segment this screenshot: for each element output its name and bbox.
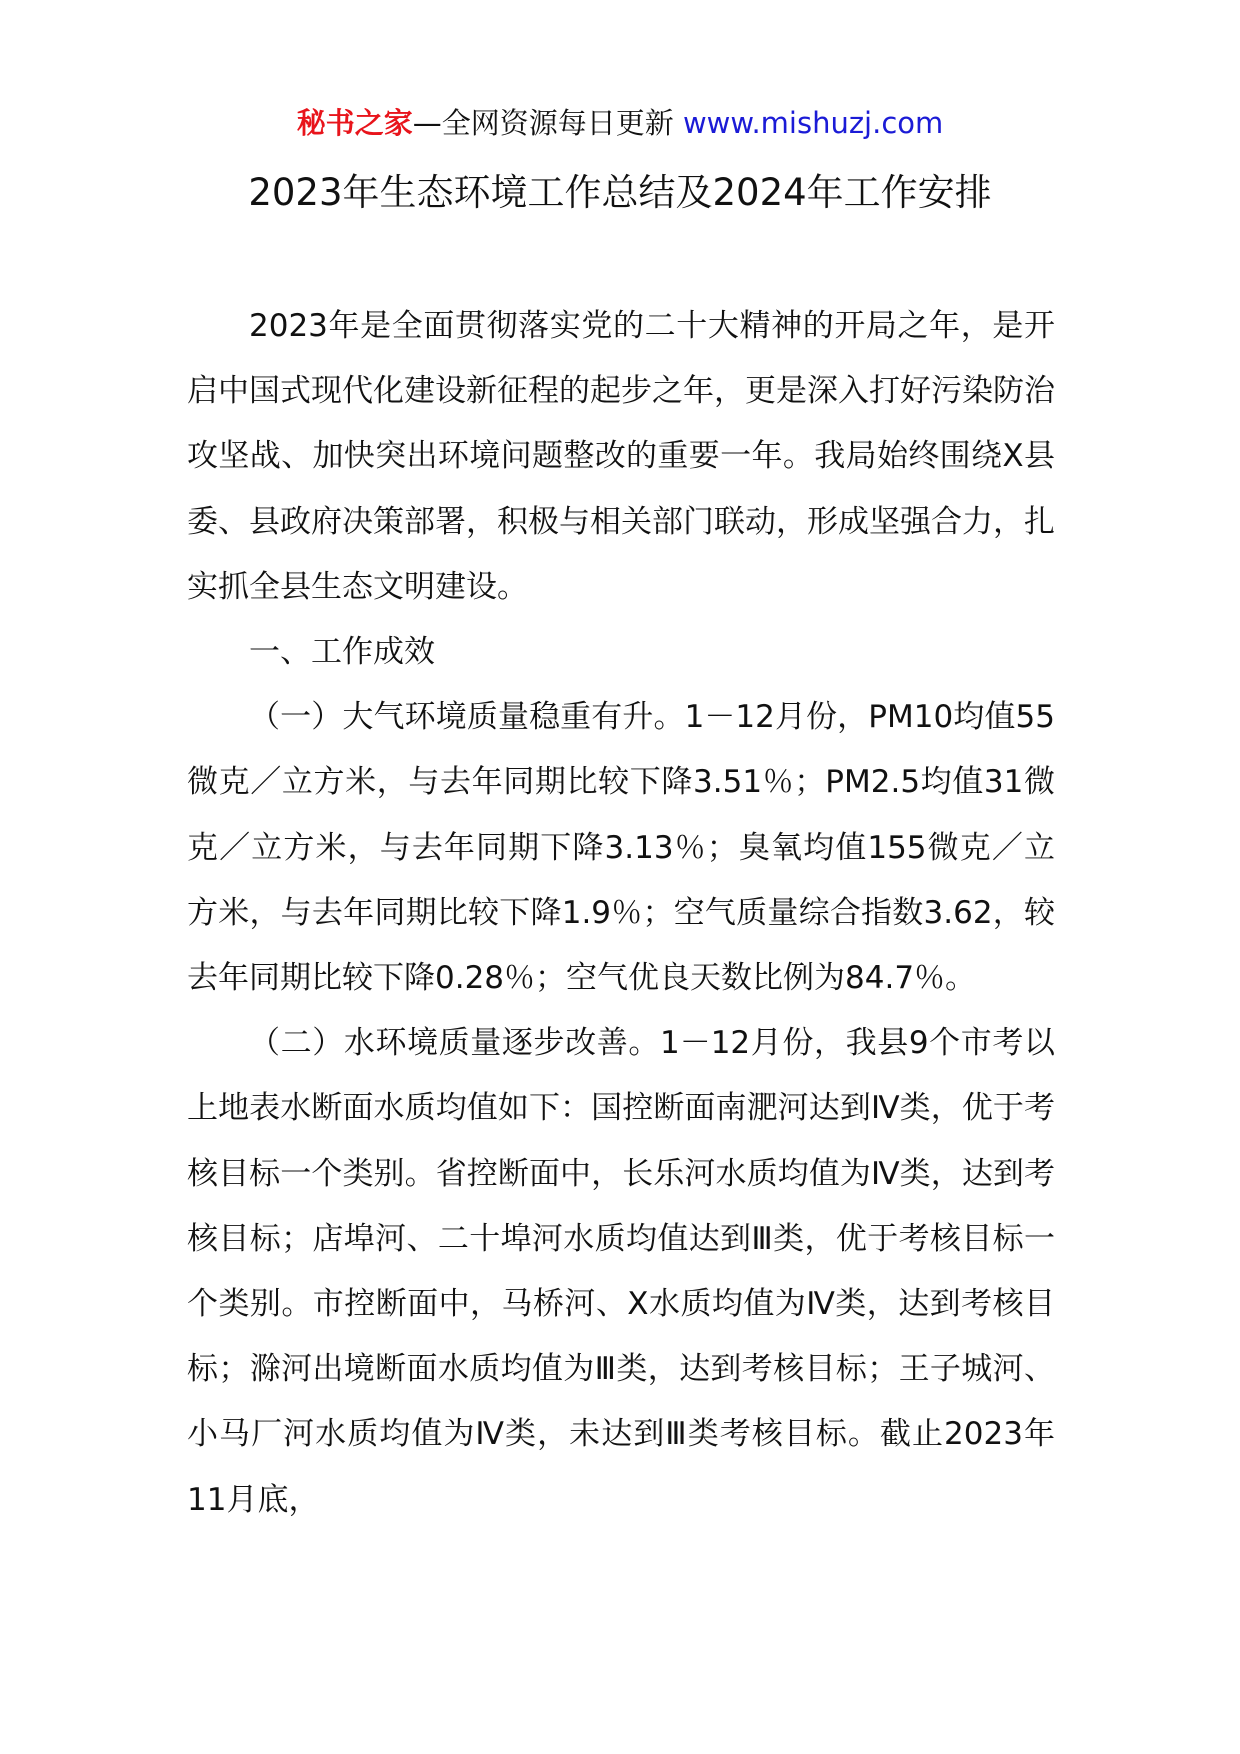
site-slogan: —全网资源每日更新	[412, 106, 683, 140]
brand-name: 秘书之家	[296, 106, 413, 140]
document-title: 2023年生态环境工作总结及2024年工作安排	[248, 171, 992, 214]
document-body	[187, 294, 1055, 1533]
site-url-link[interactable]: www.mishuzj.com	[682, 106, 944, 140]
section-heading-achievements: 一、工作成效	[249, 634, 435, 671]
intro-paragraph: 2023年是全面贯彻落实党的二十大精神的开局之年，是开启中国式现代化建设新征程的起步之年，更是深入打好污染防治攻坚战、加快突出环境问题整改的重要一年。我局始终围绕X县委、县政府决策部署，积极与相关部门联动，形成坚强合力，扎实抓全县生态文明建设。	[187, 308, 1055, 605]
site-header	[0, 103, 1240, 143]
air-quality-paragraph: （一）大气环境质量稳重有升。1－12月份，PM10均值55微克／立方米，与去年同期比较下降3.51％；PM2.5均值31微克／立方米，与去年同期下降3.13％；臭氧均值155微克／立方米，与去年同期比较下降1.9％；空气质量综合指数3.62，较去年同期比较下降0.28％；空气优良天数比例为84.7％。	[187, 699, 1055, 997]
water-quality-paragraph: （二）水环境质量逐步改善。1－12月份，我县9个市考以上地表水断面水质均值如下：国控断面南淝河达到Ⅳ类，优于考核目标一个类别。省控断面中，长乐河水质均值为Ⅳ类，达到考核目标；店埠河、二十埠河水质均值达到Ⅲ类，优于考核目标一个类别。市控断面中，马桥河、X水质均值为Ⅳ类，达到考核目标；滁河出境断面水质均值为Ⅲ类，达到考核目标；王子城河、小马厂河水质均值为Ⅳ类，未达到Ⅲ类考核目标。截止2023年11月底，	[187, 1025, 1055, 1518]
